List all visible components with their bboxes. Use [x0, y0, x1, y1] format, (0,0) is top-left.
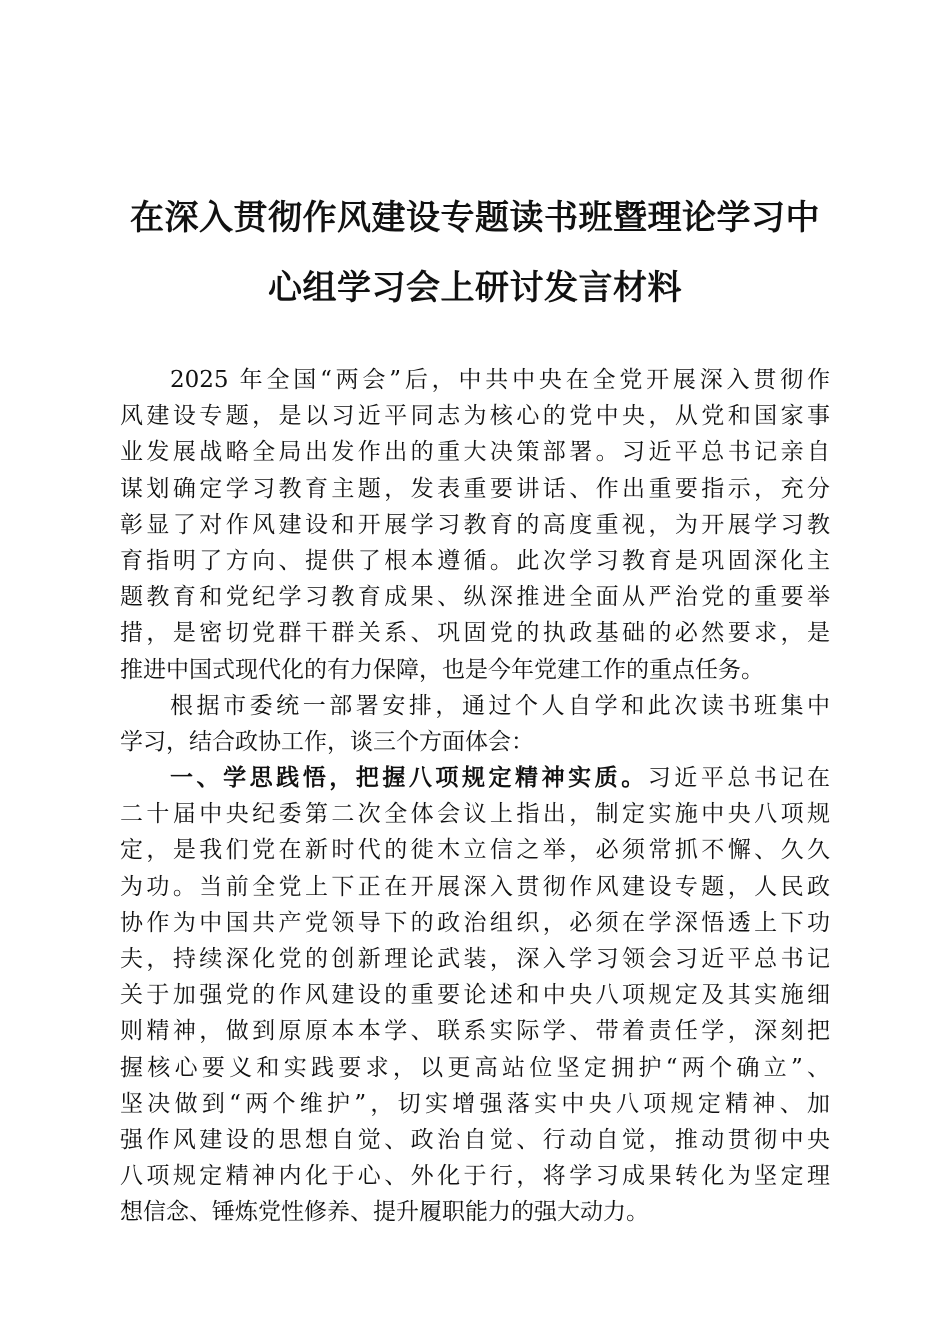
paragraph-3-line-3: 定，是我们党在新时代的徙木立信之举，必须常抓不懈、久久: [120, 837, 830, 864]
paragraph-3-line-9: 握核心要义和实践要求，以更高站位坚定拥护“两个确立”、: [120, 1054, 830, 1081]
paragraph-3-line-12: 八项规定精神内化于心、外化于行，将学习成果转化为坚定理: [120, 1163, 830, 1190]
paragraph-1-line-8: 措，是密切党群干群关系、巩固党的执政基础的必然要求，是: [120, 620, 830, 647]
paragraph-3-line-4: 为功。当前全党上下正在开展深入贯彻作风建设专题，人民政: [120, 873, 830, 900]
paragraph-1-line-1: 2025 年全国“两会”后，中共中央在全党开展深入贯彻作: [170, 367, 830, 393]
paragraph-2-line-2: 学习，结合政协工作，谈三个方面体会：: [120, 728, 534, 755]
paragraph-3-line-6: 夫，持续深化党的创新理论武装，深入学习领会习近平总书记: [120, 946, 830, 972]
paragraph-1-line-2: 风建设专题，是以习近平同志为核心的党中央，从党和国家事: [120, 403, 830, 430]
paragraph-3-line-5: 协作为中国共产党领导下的政治组织，必须在学深悟透上下功: [120, 909, 830, 936]
paragraph-3-line-8: 则精神，做到原原本本学、联系实际学、带着责任学，深刻把: [120, 1018, 830, 1045]
paragraph-1-line-9: 推进中国式现代化的有力保障，也是今年党建工作的重点任务。: [120, 656, 764, 683]
paragraph-1-line-5: 彰显了对作风建设和开展学习教育的高度重视，为开展学习教: [120, 511, 830, 538]
paragraph-3-line-7: 关于加强党的作风建设的重要论述和中央八项规定及其实施细: [120, 982, 830, 1009]
section-heading-1: 一、学思践悟，把握八项规定精神实质。: [170, 764, 648, 792]
paragraph-1-line-3: 业发展战略全局出发作出的重大决策部署。习近平总书记亲自: [120, 439, 830, 466]
paragraph-3-line-10: 坚决做到“两个维护”，切实增强落实中央八项规定精神、加: [120, 1090, 830, 1117]
paragraph-3-line-1: [120, 760, 830, 796]
paragraph-1-line-6: 育指明了方向、提供了根本遵循。此次学习教育是巩固深化主: [120, 547, 830, 574]
paragraph-2-line-1: 根据市委统一部署安排，通过个人自学和此次读书班集中: [170, 692, 830, 719]
paragraph-3-line-2: 二十届中央纪委第二次全体会议上指出，制定实施中央八项规: [120, 801, 830, 828]
paragraph-3-line-13: 想信念、锤炼党性修养、提升履职能力的强大动力。: [120, 1199, 649, 1226]
paragraph-3-line-1-rest: 习近平总书记在: [647, 765, 831, 792]
paragraph-1-line-4: 谋划确定学习教育主题，发表重要讲话、作出重要指示，充分: [120, 475, 830, 502]
title-line-1: 在深入贯彻作风建设专题读书班暨理论学习中: [130, 198, 820, 238]
document-body: [120, 362, 830, 1231]
paragraph-3-line-11: 强作风建设的思想自觉、政治自觉、行动自觉，推动贯彻中央: [120, 1126, 830, 1153]
title-line-2: 心组学习会上研讨发言材料: [268, 268, 682, 308]
paragraph-1-line-7: 题教育和党纪学习教育成果、纵深推进全面从严治党的重要举: [120, 584, 830, 611]
